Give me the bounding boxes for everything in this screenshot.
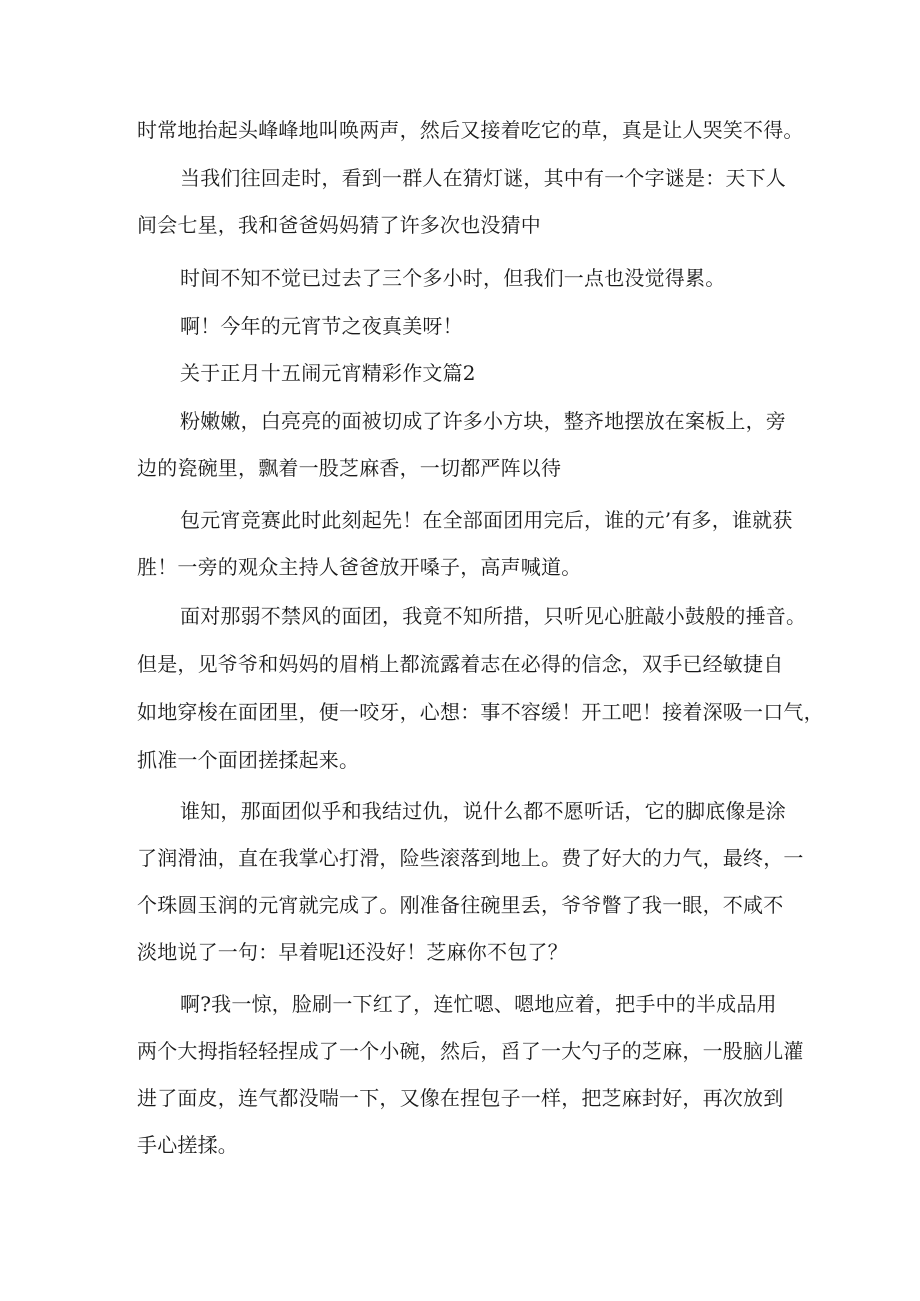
text-line: 时间不知不觉已过去了三个多小时，但我们一点也没觉得累。 [180,266,726,290]
text-line: 进了面皮，连气都没喘一下，又像在捏包子一样，把芝麻封好，再次放到 [137,1086,784,1110]
text-line: 边的瓷碗里，飘着一股芝麻香，一切都严阵以待 [137,456,562,480]
text-line: 手心搓揉。 [137,1133,238,1157]
text-line: 但是，见爷爷和妈妈的眉梢上都流露着志在必得的信念，双手已经敏捷自 [137,652,784,676]
text-line: 时常地抬起头峰峰地叫唤两声，然后又接着吃它的草，真是让人哭笑不得。 [137,118,804,142]
section-title: 关于正月十五闹元宵精彩作文篇2 [180,361,476,385]
text-line: 面对那弱不禁风的面团，我竟不知所措，只听见心脏敲小鼓般的捶音。 [180,604,807,628]
text-line: 个珠圆玉润的元宵就完成了。刚准备往碗里丢，爷爷瞥了我一眼，不咸不 [137,893,784,917]
text-line: 如地穿梭在面团里，便一咬牙，心想：事不容缓！开工吧！接着深吸一口气， [137,700,824,724]
text-line: 啊?我一惊，脸刷一下红了，连忙嗯、嗯地应着，把手中的半成品用 [180,992,777,1016]
text-line: 了润滑油，直在我掌心打滑，险些滚落到地上。费了好大的力气，最终，一 [137,846,804,870]
text-line: 包元宵竞赛此时此刻起先！在全部面团用完后，谁的元’有多，谁就获 [180,508,793,532]
text-line: 抓准一个面团搓揉起来。 [137,748,360,772]
text-line: 粉嫩嫩，白亮亮的面被切成了许多小方块，整齐地摆放在案板上，旁 [180,409,786,433]
text-line: 间会七星，我和爸爸妈妈猜了许多次也没猜中 [137,213,541,237]
text-line: 淡地说了一句：早着呢l还没好！芝麻你不包了？ [137,940,568,964]
text-line: 胜！一旁的观众主持人爸爸放开嗓子，高声喊道。 [137,555,582,579]
text-line: 谁知，那面团似乎和我结过仇，说什么都不愿听话，它的脚底像是涂 [180,799,786,823]
text-line: 当我们往回走时，看到一群人在猜灯谜，其中有一个字谜是：天下人 [180,166,786,190]
text-line: 啊！今年的元宵节之夜真美呀！ [180,314,463,338]
text-line: 两个大拇指轻轻捏成了一个小碗，然后，舀了一大勺子的芝麻，一股脑儿灌 [137,1039,804,1063]
